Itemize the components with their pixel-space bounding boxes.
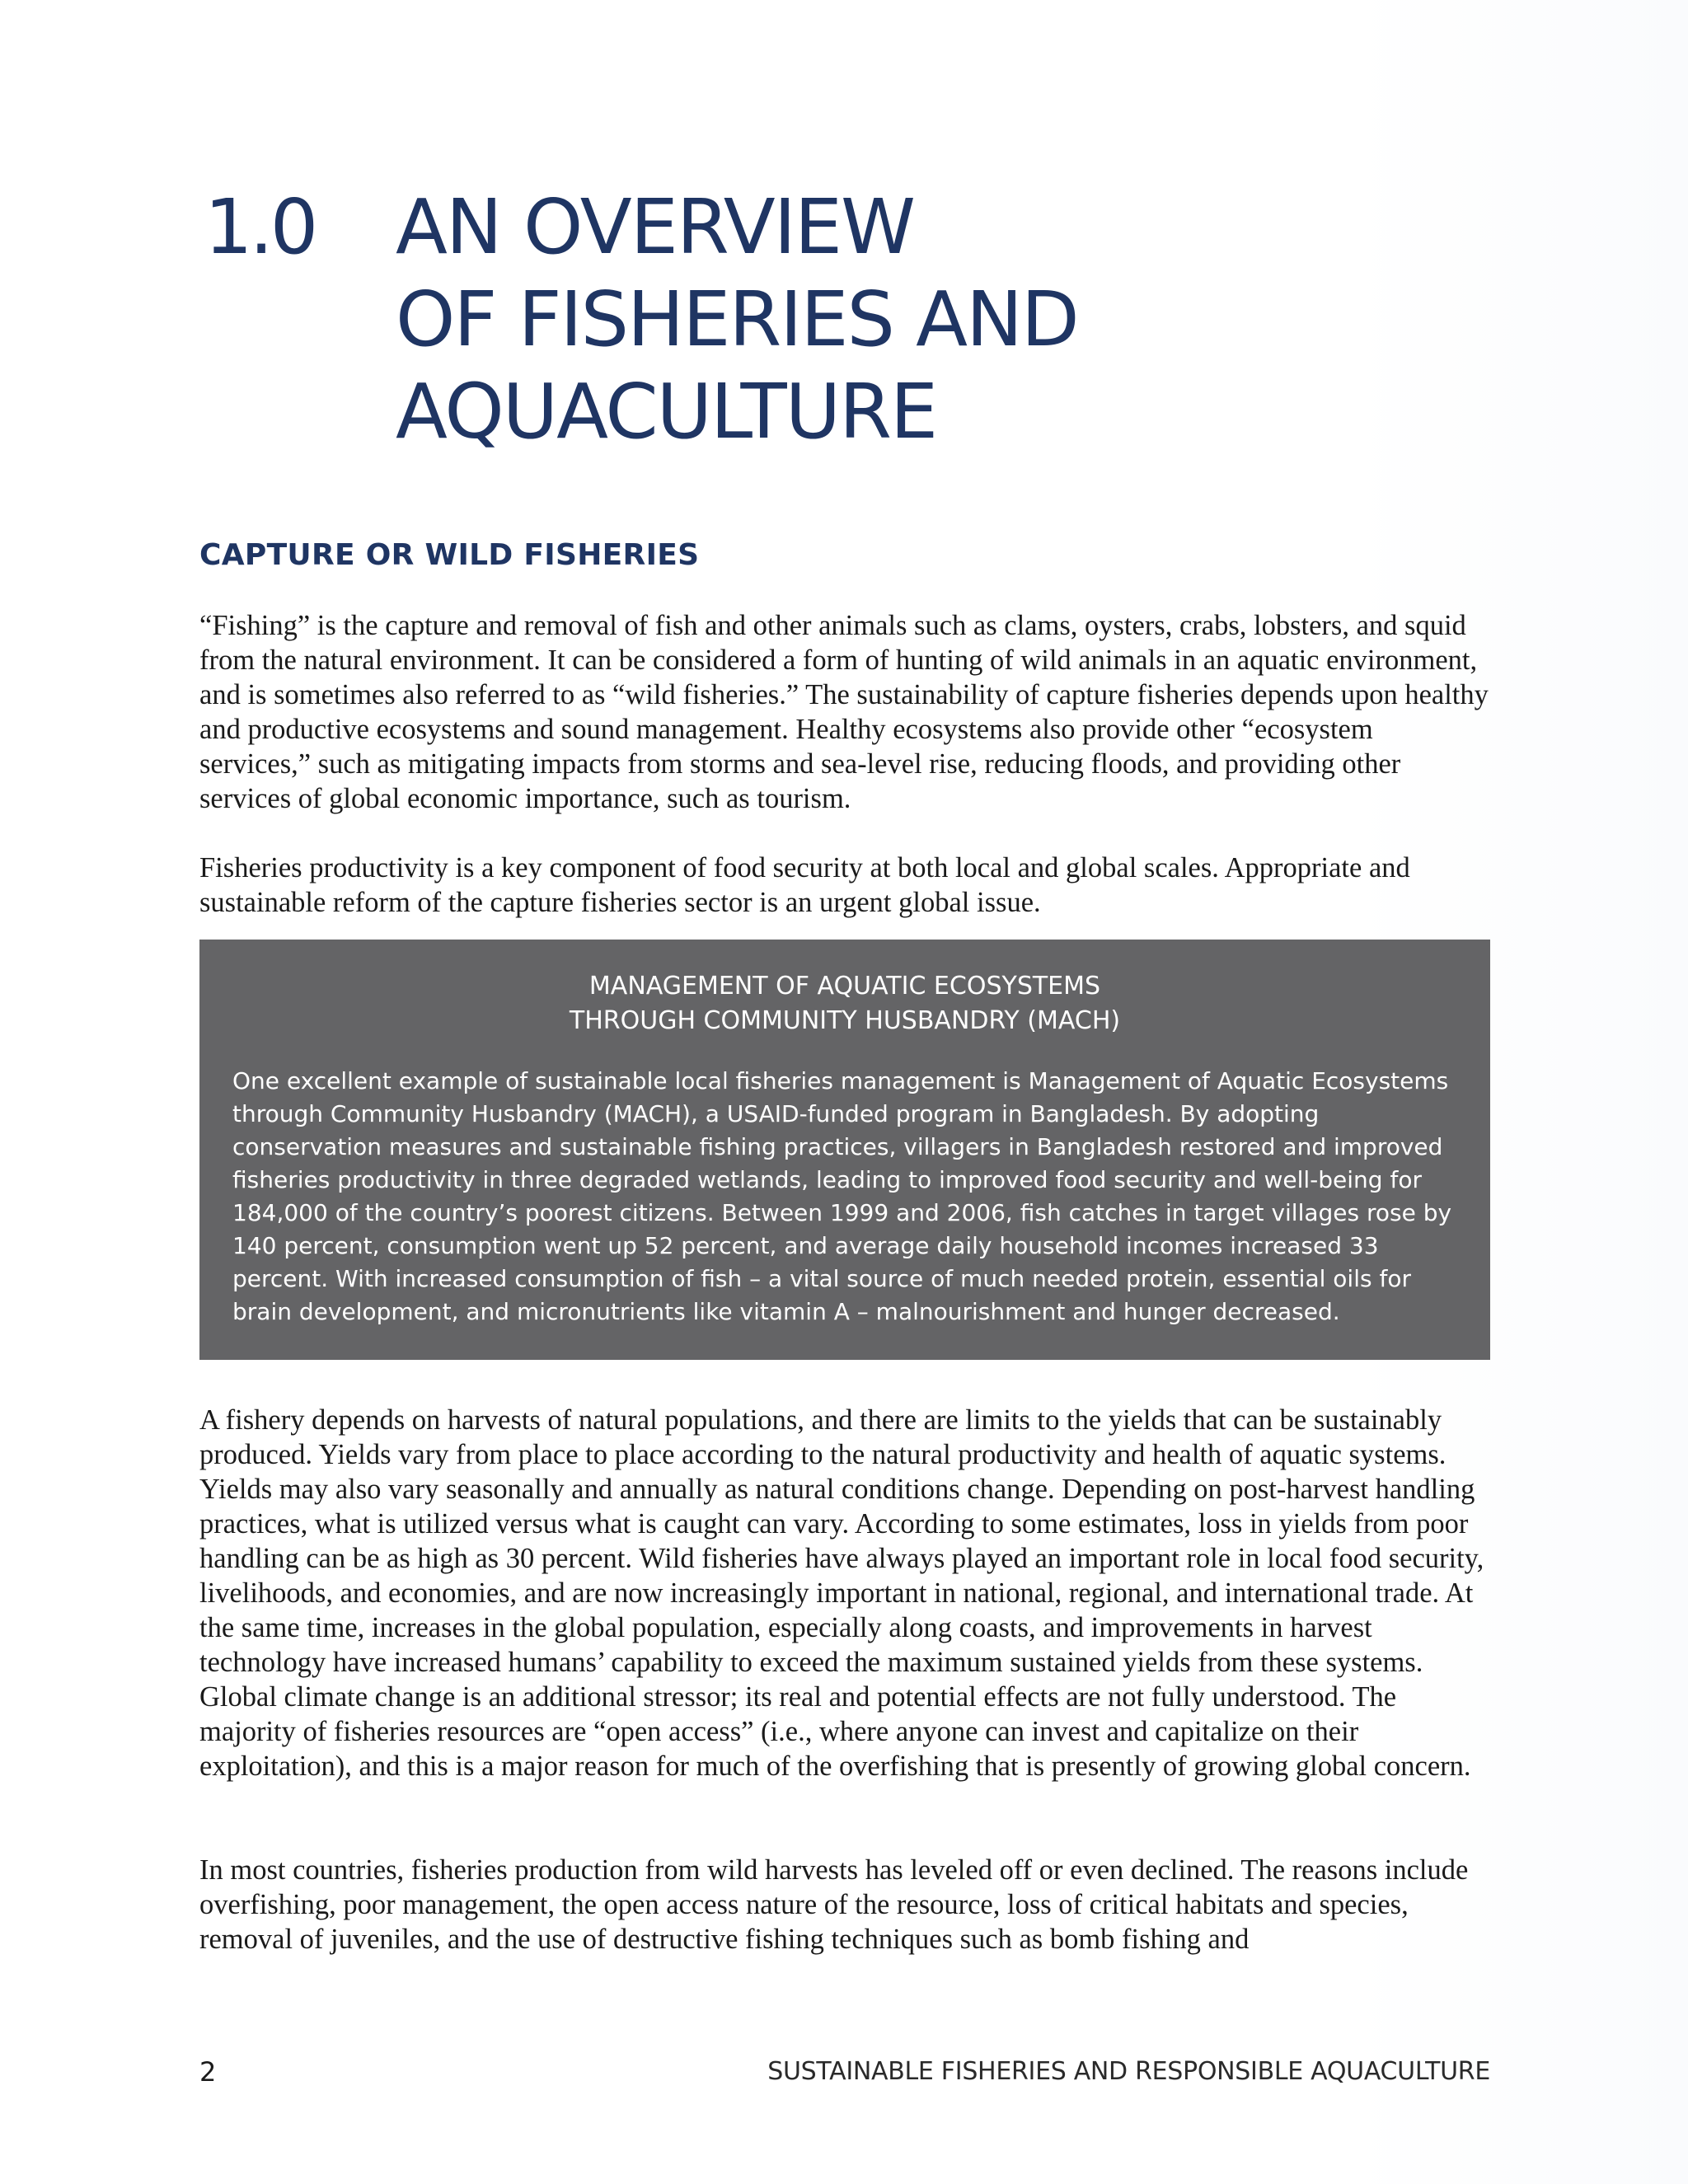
chapter-title-line: AN OVERVIEW — [396, 183, 914, 271]
chapter-title-line: OF FISHERIES AND — [396, 275, 1078, 363]
callout-box-mach — [199, 940, 1490, 1360]
callout-title-line: THROUGH COMMUNITY HUSBANDRY (MACH) — [569, 1006, 1121, 1035]
body-paragraph: A fishery depends on harvests of natural populations, and there are limits to the yields that can be sustainably produced. Yields vary from place to place according to the natural productivity and health of aquatic systems. Yields may also vary seasonally and annually as natural conditions change. Depending on post-harvest handling practices, what is utilized versus what is caught can vary. According to some estimates, loss in yields from poor handling can be as high as 30 percent. Wild fisheries have always played an important role in local food security, livelihoods, and economies, and are now increasingly important in national, regional, and international trade. At the same time, increases in the global population, especially along coasts, and improvements in harvest technology have increased humans’ capability to exceed the maximum sustained yields from these systems. Global climate change is an additional stressor; its real and potential effects are not fully understood. The majority of fisheries resources are “open access” (i.e., where anyone can invest and capitalize on their exploitation), and this is a major reason for much of the overfishing that is presently of growing global concern. — [199, 1404, 1484, 1782]
section-heading: CAPTURE OR WILD FISHERIES — [199, 538, 700, 572]
running-footer-title: SUSTAINABLE FISHERIES AND RESPONSIBLE AQUACULTURE — [767, 2057, 1490, 2086]
body-paragraph: “Fishing” is the capture and removal of fish and other animals such as clams, oysters, crabs, lobsters, and squid from the natural environment. It can be considered a form of hunting of wild animals in an aquatic environment, and is sometimes also referred to as “wild fisheries.” The sustainability of capture fisheries depends upon healthy and productive ecosystems and sound management. Healthy ecosystems also provide other “ecosystem services,” such as mitigating impacts from storms and sea-level rise, reducing floods, and providing other services of global economic importance, such as tourism. — [199, 610, 1489, 814]
page-number: 2 — [199, 2056, 217, 2088]
chapter-number: 1.0 — [204, 183, 316, 271]
callout-title-line: MANAGEMENT OF AQUATIC ECOSYSTEMS — [588, 972, 1101, 1001]
body-paragraph: Fisheries productivity is a key component of food security at both local and global scales. Appropriate and sustainable reform of the capture fisheries sector is an urgent global issue. — [199, 852, 1410, 918]
body-paragraph: In most countries, fisheries production from wild harvests has leveled off or even declined. The reasons include overfishing, poor management, the open access nature of the resource, loss of critical habitats and species, removal of juveniles, and the use of destructive fishing techniques such as bomb fishing and — [199, 1854, 1469, 1955]
callout-title — [199, 969, 1490, 1038]
chapter-title-line: AQUACULTURE — [396, 368, 937, 456]
callout-body: One excellent example of sustainable local fisheries management is Management of Aquatic Ecosystems through Community Husbandry (MACH), a USAID-funded program in Bangladesh. By adopting conservation measures and sustainable fishing practices, villagers in Bangladesh restored and improved fisheries productivity in three degraded wetlands, leading to improved food security and well-being for 184,000 of the country’s poorest citizens. Between 1999 and 2006, fish catches in target villages rose by 140 percent, consumption went up 52 percent, and average daily household incomes increased 33 percent. With increased consumption of fish – a vital source of much needed protein, essential oils for brain development, and micronutrients like vitamin A – malnourishment and hunger decreased. — [232, 1067, 1452, 1325]
chapter-title — [396, 181, 1385, 458]
